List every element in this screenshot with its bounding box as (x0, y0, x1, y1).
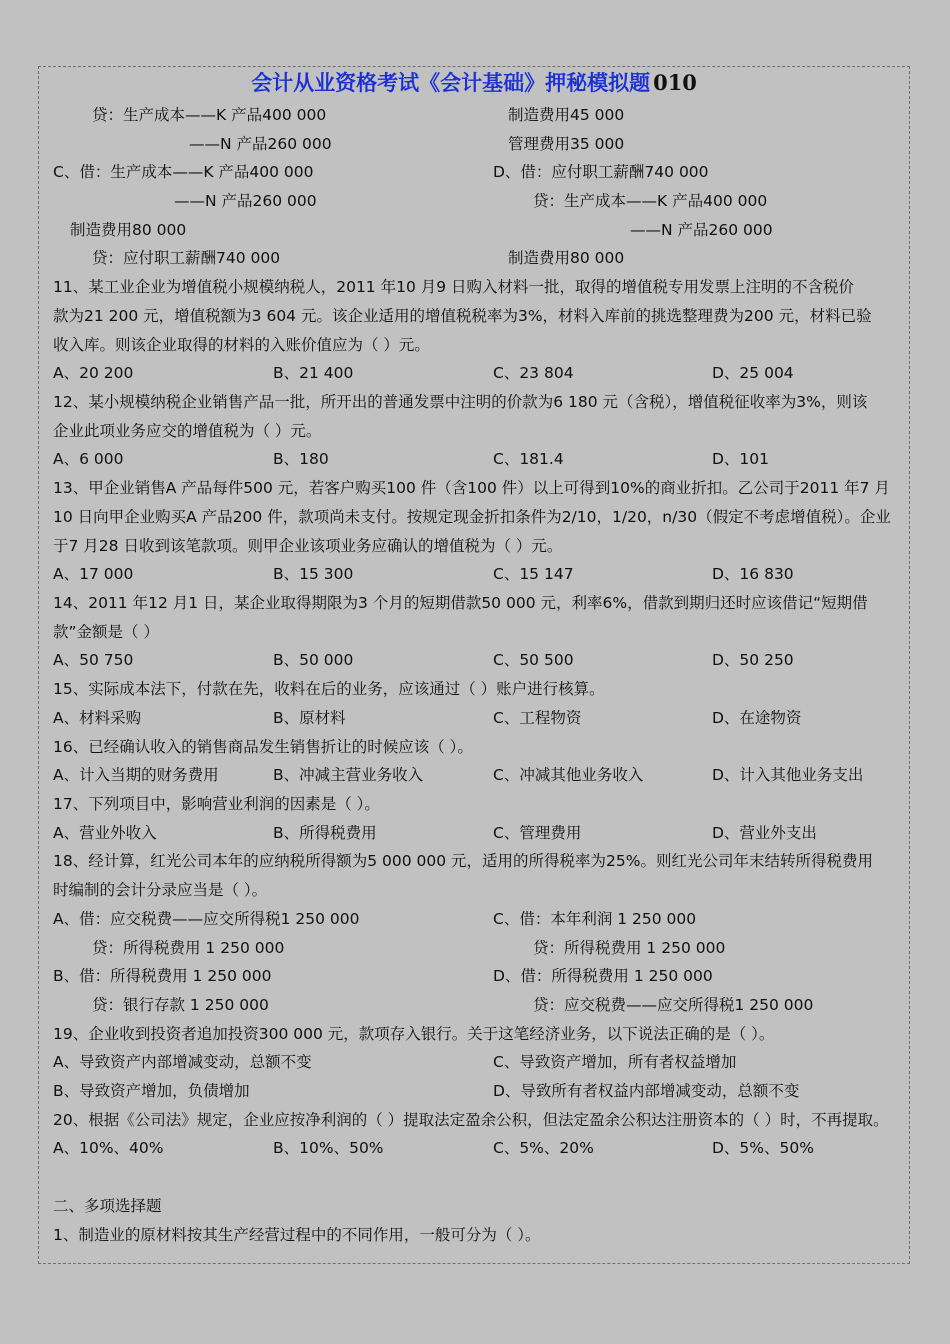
q16-option-c: C、冲减其他业务收入 (493, 766, 644, 784)
q10-d-line-4: 制造费用80 000 (508, 249, 625, 267)
q13-text-2: 10 日向甲企业购买A 产品200 件，款项尚未支付。按规定现金折扣条件为2/10，1/20，n/30（假定不考虑增值税）。企业 (53, 508, 891, 526)
q13-option-b: B、15 300 (273, 565, 354, 583)
q14-option-c: C、50 500 (493, 651, 574, 669)
q12-text-1: 12、某小规模纳税企业销售产品一批，所开出的普通发票中注明的价款为6 180 元（含税），增值税征收率为3%，则该 (53, 393, 868, 411)
q17-option-a: A、营业外收入 (53, 824, 157, 842)
q15-option-c: C、工程物资 (493, 709, 582, 727)
q10-option-d: D、借：应付职工薪酬740 000 (493, 163, 709, 181)
q14-text-1: 14、2011 年12 月1 日，某企业取得期限为3 个月的短期借款50 000 元，利率6%，借款到期归还时应该借记“短期借 (53, 594, 868, 612)
q16-option-a: A、计入当期的财务费用 (53, 766, 219, 784)
q10-c-line-4: 贷：应付职工薪酬740 000 (92, 249, 281, 267)
q18-option-c-debit: C、借：本年利润 1 250 000 (493, 910, 697, 928)
q19-option-b: B、导致资产增加，负债增加 (53, 1082, 250, 1100)
q13-text-1: 13、甲企业销售A 产品每件500 元，若客户购买100 件（含100 件）以上可得到10%的商业折扣。乙公司于2011 年7 月 (53, 479, 890, 497)
q19-text-1: 19、企业收到投资者追加投资300 000 元，款项存入银行。关于这笔经济业务，以下说法正确的是（ ）。 (53, 1025, 775, 1043)
q11-text-3: 收入库。则该企业取得的材料的入账价值应为（ ）元。 (53, 336, 430, 354)
q17-option-c: C、管理费用 (493, 824, 582, 842)
q10-b-credit-3: 制造费用45 000 (508, 106, 625, 124)
q11-text-2: 款为21 200 元，增值税额为3 604 元。该企业适用的增值税税率为3%，材料入库前的挑选整理费为200 元，材料已验 (53, 307, 872, 325)
q15-text-1: 15、实际成本法下，付款在先，收料在后的业务，应该通过（ ）账户进行核算。 (53, 680, 605, 698)
title-number: 010 (653, 70, 697, 95)
q14-text-2: 款”金额是（ ） (53, 623, 159, 641)
q11-option-b: B、21 400 (273, 364, 354, 382)
q20-option-d: D、5%、50% (712, 1139, 814, 1157)
q19-option-a: A、导致资产内部增减变动，总额不变 (53, 1053, 312, 1071)
section-2-heading: 二、多项选择题 (53, 1197, 162, 1215)
q13-option-d: D、16 830 (712, 565, 794, 583)
q10-c-line-2: ——N 产品260 000 (174, 192, 317, 210)
q18-option-a-credit: 贷：所得税费用 1 250 000 (92, 939, 285, 957)
section-2-q1-text: 1、制造业的原材料按其生产经营过程中的不同作用，一般可分为（ ）。 (53, 1226, 541, 1244)
q12-text-2: 企业此项业务应交的增值税为（ ）元。 (53, 422, 322, 440)
q20-option-a: A、10%、40% (53, 1139, 164, 1157)
q20-text-1: 20、根据《公司法》规定，企业应按净利润的（ ）提取法定盈余公积，但法定盈余公积达注册资本的（ ）时，不再提取。 (53, 1111, 889, 1129)
q14-option-b: B、50 000 (273, 651, 354, 669)
q10-b-credit-4: 管理费用35 000 (508, 135, 625, 153)
q18-option-a-debit: A、借：应交税费——应交所得税1 250 000 (53, 910, 360, 928)
q12-option-c: C、181.4 (493, 450, 564, 468)
q17-option-d: D、营业外支出 (712, 824, 817, 842)
q12-option-d: D、101 (712, 450, 770, 468)
q18-option-d-debit: D、借：所得税费用 1 250 000 (493, 967, 713, 985)
q20-option-b: B、10%、50% (273, 1139, 384, 1157)
q14-option-a: A、50 750 (53, 651, 134, 669)
q14-option-d: D、50 250 (712, 651, 794, 669)
q19-option-d: D、导致所有者权益内部增减变动，总额不变 (493, 1082, 800, 1100)
q18-option-c-credit: 贷：所得税费用 1 250 000 (533, 939, 726, 957)
q10-b-credit-1: 贷：生产成本——K 产品400 000 (92, 106, 327, 124)
q17-text-1: 17、下列项目中，影响营业利润的因素是（ ）。 (53, 795, 380, 813)
q18-text-1: 18、经计算，红光公司本年的应纳税所得额为5 000 000 元，适用的所得税率为25%。则红光公司年末结转所得税费用 (53, 852, 873, 870)
q10-option-c: C、借：生产成本——K 产品400 000 (53, 163, 314, 181)
q18-option-d-credit: 贷：应交税费——应交所得税1 250 000 (533, 996, 814, 1014)
q11-option-d: D、25 004 (712, 364, 794, 382)
q12-option-b: B、180 (273, 450, 329, 468)
q10-c-line-3: 制造费用80 000 (70, 221, 187, 239)
q11-option-a: A、20 200 (53, 364, 134, 382)
title-main: 会计从业资格考试《会计基础》押秘模拟题 (251, 71, 651, 95)
q19-option-c: C、导致资产增加，所有者权益增加 (493, 1053, 737, 1071)
q10-d-line-3: ——N 产品260 000 (630, 221, 773, 239)
q17-option-b: B、所得税费用 (273, 824, 377, 842)
q10-d-line-2: 贷：生产成本——K 产品400 000 (533, 192, 768, 210)
q20-option-c: C、5%、20% (493, 1139, 594, 1157)
q11-option-c: C、23 804 (493, 364, 574, 382)
q13-option-a: A、17 000 (53, 565, 134, 583)
q10-b-credit-2: ——N 产品260 000 (189, 135, 332, 153)
q12-option-a: A、6 000 (53, 450, 124, 468)
q18-option-b-credit: 贷：银行存款 1 250 000 (92, 996, 269, 1014)
q15-option-b: B、原材料 (273, 709, 346, 727)
q18-option-b-debit: B、借：所得税费用 1 250 000 (53, 967, 272, 985)
q15-option-d: D、在途物资 (712, 709, 802, 727)
q16-text-1: 16、已经确认收入的销售商品发生销售折让的时候应该（ ）。 (53, 738, 473, 756)
q13-option-c: C、15 147 (493, 565, 574, 583)
page-title (38, 68, 910, 98)
q16-option-d: D、计入其他业务支出 (712, 766, 864, 784)
q11-text-1: 11、某工业企业为增值税小规模纳税人，2011 年10 月9 日购入材料一批，取得的增值税专用发票上注明的不含税价 (53, 278, 855, 296)
q13-text-3: 于7 月28 日收到该笔款项。则甲企业该项业务应确认的增值税为（ ）元。 (53, 537, 563, 555)
q16-option-b: B、冲减主营业务收入 (273, 766, 424, 784)
q18-text-2: 时编制的会计分录应当是（ ）。 (53, 881, 268, 899)
q15-option-a: A、材料采购 (53, 709, 142, 727)
